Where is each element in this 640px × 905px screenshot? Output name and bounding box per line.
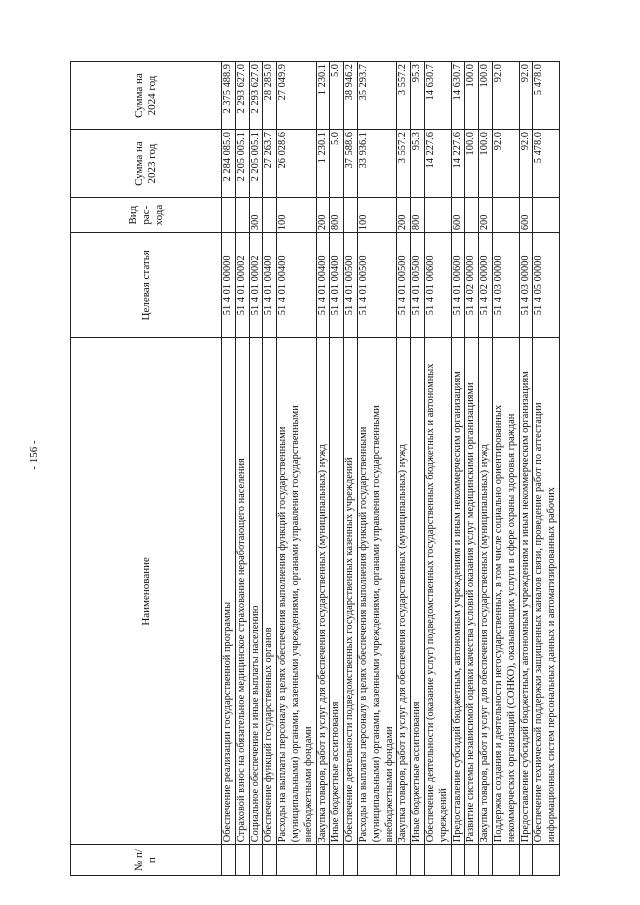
cell-sum2023: 92.0 [519, 130, 533, 198]
cell-sum2024: 92.0 [492, 62, 519, 130]
cell-code: 51 4 02 00000 [465, 233, 479, 338]
cell-sum2024: 28 285.0 [263, 62, 277, 130]
cell-num [222, 845, 236, 876]
cell-vr: 800 [330, 198, 344, 233]
header-name: Наименование [71, 338, 222, 845]
cell-sum2024: 2 293 627.0 [249, 62, 263, 130]
cell-code: 51 4 03 00000 [519, 233, 533, 338]
cell-vr [533, 198, 560, 233]
table-row [235, 62, 249, 876]
cell-sum2024: 14 630.7 [424, 62, 451, 130]
cell-code: 51 4 01 00500 [357, 233, 396, 338]
cell-sum2023: 100.0 [479, 130, 493, 198]
table-header-row [71, 62, 222, 876]
cell-name: Предоставление субсидий бюджетным, автономным учреждениям и иным некоммерческим организациям [451, 338, 465, 845]
cell-num [397, 845, 411, 876]
table-row [465, 62, 479, 876]
cell-name: Обеспечение деятельности подведомственных государственных казенных учреждений [344, 338, 358, 845]
cell-name: Иные бюджетные ассигнования [330, 338, 344, 845]
cell-name: Закупка товаров, работ и услуг для обеспечения государственных (муниципальных) нужд [316, 338, 330, 845]
cell-name: Обеспечение деятельности (оказание услуг) подведомственных государственных бюджетных и автономных учреждений [424, 338, 451, 845]
cell-sum2024: 27 049.9 [277, 62, 316, 130]
cell-name: Развитие системы независимой оценки качества условий оказания услуг медицинскими организациями [465, 338, 479, 845]
table-row [344, 62, 358, 876]
cell-sum2023: 37 588.6 [344, 130, 358, 198]
cell-sum2023: 14 227.6 [424, 130, 451, 198]
table-row [411, 62, 425, 876]
cell-vr [263, 198, 277, 233]
cell-code: 51 4 01 00002 [235, 233, 249, 338]
cell-sum2024: 38 946.2 [344, 62, 358, 130]
cell-sum2023: 95.3 [411, 130, 425, 198]
cell-vr: 100 [277, 198, 316, 233]
cell-sum2023: 33 936.1 [357, 130, 396, 198]
cell-name: Поддержка создания и деятельности негосударственных, в том числе социально ориентированных некоммерческих организаций (СОНКО), оказывающих услуги в сфере охраны здоровья граждан [492, 338, 519, 845]
cell-sum2024: 2 375 488.9 [222, 62, 236, 130]
cell-name: Расходы на выплаты персоналу в целях обеспечения выполнения функций государственными (муниципальными) органами, казенными учреждениями, органами управления государственными внебюджетными фондами [277, 338, 316, 845]
cell-code: 51 4 01 00500 [344, 233, 358, 338]
cell-num [235, 845, 249, 876]
cell-sum2023: 3 557.2 [397, 130, 411, 198]
cell-sum2023: 2 205 005.1 [235, 130, 249, 198]
table-row [263, 62, 277, 876]
cell-vr: 200 [397, 198, 411, 233]
cell-sum2023: 14 227.6 [451, 130, 465, 198]
cell-num [519, 845, 533, 876]
cell-num [330, 845, 344, 876]
cell-code: 51 4 01 00500 [397, 233, 411, 338]
cell-name: Предоставление субсидий бюджетным, автономным учреждениям и иным некоммерческим организациям [519, 338, 533, 845]
table-row [492, 62, 519, 876]
cell-sum2024: 1 230.1 [316, 62, 330, 130]
cell-sum2024: 35 293.7 [357, 62, 396, 130]
cell-num [451, 845, 465, 876]
cell-vr: 600 [451, 198, 465, 233]
cell-vr: 200 [479, 198, 493, 233]
budget-table [70, 61, 560, 876]
cell-code: 51 4 01 00002 [249, 233, 263, 338]
budget-table-page [70, 61, 600, 876]
cell-sum2024: 5 478.0 [533, 62, 560, 130]
cell-sum2024: 14 630.7 [451, 62, 465, 130]
cell-sum2023: 26 028.6 [277, 130, 316, 198]
cell-vr [424, 198, 451, 233]
cell-num [344, 845, 358, 876]
cell-sum2023: 92.0 [492, 130, 519, 198]
cell-code: 51 4 01 00400 [277, 233, 316, 338]
header-sum-2023: Сумма на 2023 год [71, 130, 222, 198]
cell-num [263, 845, 277, 876]
table-row [397, 62, 411, 876]
cell-code: 51 4 03 00000 [492, 233, 519, 338]
cell-code: 51 4 01 00400 [263, 233, 277, 338]
cell-num [492, 845, 519, 876]
cell-name: Иные бюджетные ассигнования [411, 338, 425, 845]
cell-vr [492, 198, 519, 233]
cell-vr: 300 [249, 198, 263, 233]
cell-sum2024: 5.0 [330, 62, 344, 130]
cell-sum2023: 100.0 [465, 130, 479, 198]
header-num: № п/п [71, 845, 222, 876]
page-number: - 156 - [28, 440, 40, 470]
table-row [277, 62, 316, 876]
cell-vr [235, 198, 249, 233]
cell-sum2023: 27 263.7 [263, 130, 277, 198]
cell-name: Обеспечение функций государственных органов [263, 338, 277, 845]
cell-sum2024: 100.0 [465, 62, 479, 130]
cell-sum2024: 92.0 [519, 62, 533, 130]
cell-name: Обеспечение реализации государственной программы [222, 338, 236, 845]
cell-sum2024: 100.0 [479, 62, 493, 130]
cell-num [533, 845, 560, 876]
cell-vr: 100 [357, 198, 396, 233]
cell-code: 51 4 01 00600 [451, 233, 465, 338]
cell-num [277, 845, 316, 876]
table-row [249, 62, 263, 876]
header-code: Целевая статья [71, 233, 222, 338]
cell-num [316, 845, 330, 876]
cell-num [424, 845, 451, 876]
cell-name: Страховой взнос на обязательное медицинское страхование неработающего населения [235, 338, 249, 845]
table-row [424, 62, 451, 876]
table-row [533, 62, 560, 876]
table-row [222, 62, 236, 876]
cell-num [357, 845, 396, 876]
table-row [451, 62, 465, 876]
cell-code: 51 4 01 00000 [222, 233, 236, 338]
cell-sum2023: 1 230.1 [316, 130, 330, 198]
cell-code: 51 4 01 00500 [411, 233, 425, 338]
cell-sum2024: 95.3 [411, 62, 425, 130]
cell-num [479, 845, 493, 876]
cell-code: 51 4 02 00000 [479, 233, 493, 338]
cell-name: Закупка товаров, работ и услуг для обеспечения государственных (муниципальных) нужд [479, 338, 493, 845]
cell-vr: 800 [411, 198, 425, 233]
cell-name: Социальное обеспечение и иные выплаты населению [249, 338, 263, 845]
table-row [357, 62, 396, 876]
cell-num [411, 845, 425, 876]
cell-name: Расходы на выплаты персоналу в целях обеспечения выполнения функций государственными (муниципальными) органами, казенными учреждениями, органами управления государственными внебюджетными фондами [357, 338, 396, 845]
cell-sum2024: 2 293 627.0 [235, 62, 249, 130]
cell-vr: 200 [316, 198, 330, 233]
cell-sum2023: 2 284 085.0 [222, 130, 236, 198]
cell-code: 51 4 01 00600 [424, 233, 451, 338]
cell-name: Обеспечение технической поддержки защищенных каналов связи, проведение работ по аттестации информационных систем персональных данных и автоматизированных рабочих [533, 338, 560, 845]
cell-sum2023: 5 478.0 [533, 130, 560, 198]
cell-name: Закупка товаров, работ и услуг для обеспечения государственных (муниципальных) нужд [397, 338, 411, 845]
cell-sum2023: 2 205 005.1 [249, 130, 263, 198]
cell-vr [222, 198, 236, 233]
cell-num [249, 845, 263, 876]
cell-code: 51 4 01 00400 [330, 233, 344, 338]
cell-sum2023: 5.0 [330, 130, 344, 198]
cell-vr [465, 198, 479, 233]
cell-code: 51 4 01 00400 [316, 233, 330, 338]
cell-vr [344, 198, 358, 233]
table-row [330, 62, 344, 876]
table-row [519, 62, 533, 876]
table-body [222, 62, 560, 876]
table-row [479, 62, 493, 876]
cell-code: 51 4 05 00000 [533, 233, 560, 338]
cell-num [465, 845, 479, 876]
header-vr: Вид рас-хода [71, 198, 222, 233]
table-row [316, 62, 330, 876]
cell-sum2024: 3 557.2 [397, 62, 411, 130]
cell-vr: 600 [519, 198, 533, 233]
header-sum-2024: Сумма на 2024 год [71, 62, 222, 130]
